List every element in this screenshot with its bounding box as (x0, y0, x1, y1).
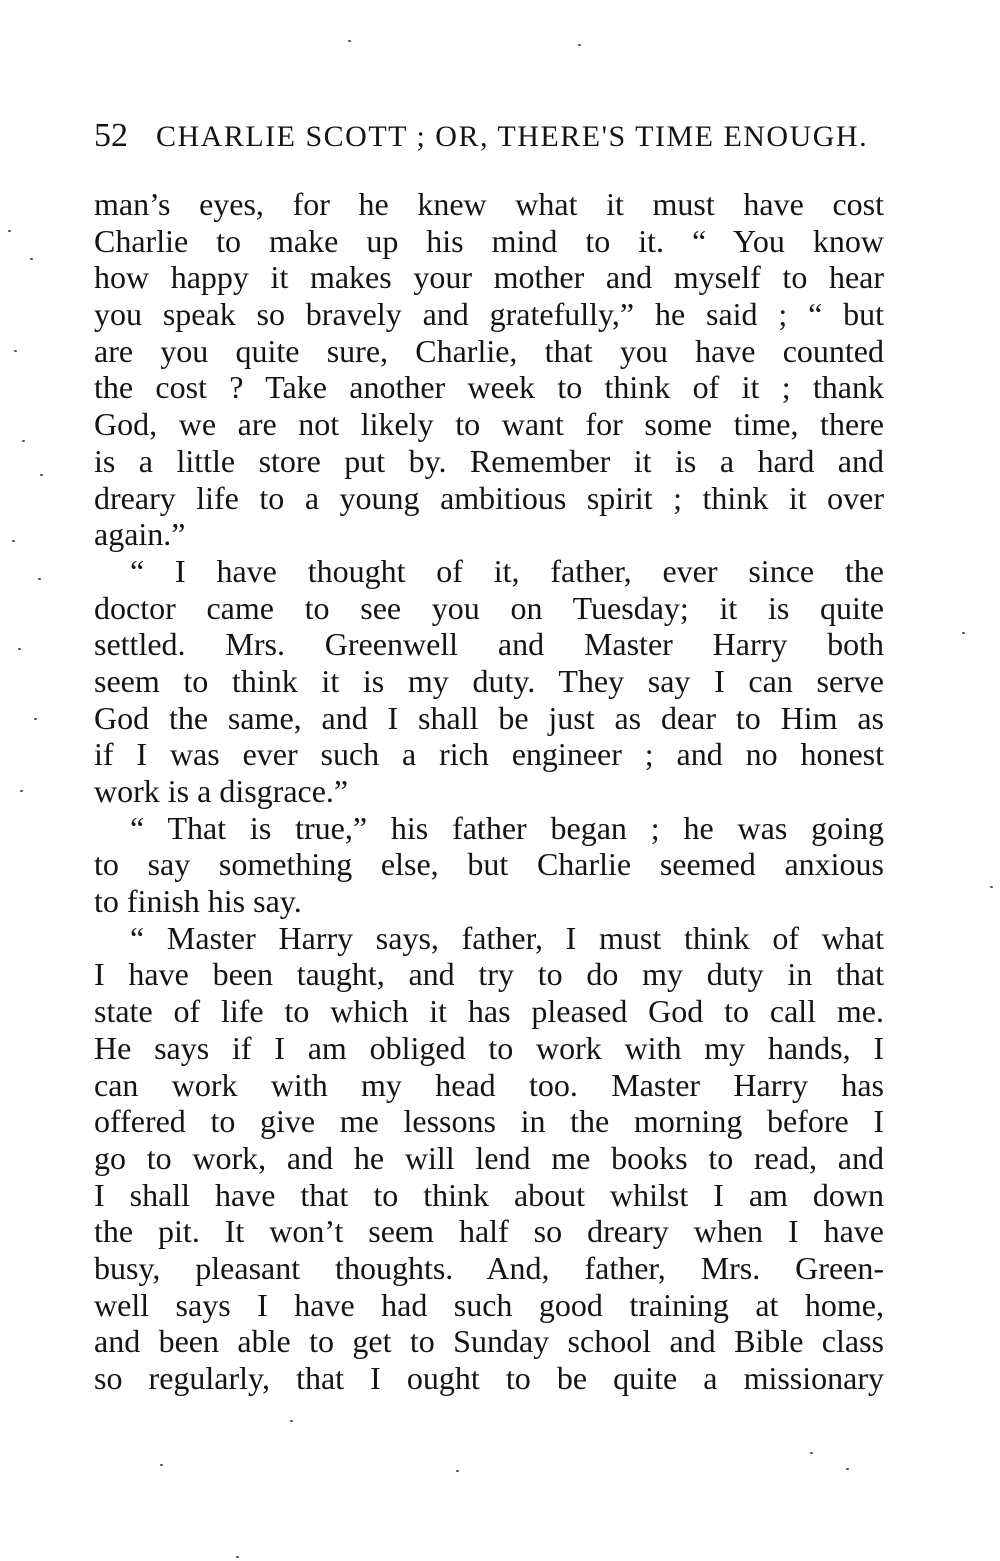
scan-speck (160, 1464, 163, 1466)
scan-speck (12, 540, 15, 542)
text-line: if I was ever such a rich engineer ; and no honest (94, 736, 884, 773)
text-line: “ Master Harry says, father, I must think of what (130, 919, 884, 956)
text-line: offered to give me lessons in the morning before I (94, 1103, 884, 1140)
text-line: and been able to get to Sunday school and Bible class (94, 1323, 884, 1360)
scan-speck (578, 44, 581, 46)
text-line: you speak so bravely and gratefully,” he said ; “ but (94, 296, 884, 333)
text-line: the cost ? Take another week to think of it ; thank (94, 369, 884, 406)
scan-speck (290, 1420, 293, 1422)
running-head (94, 114, 884, 158)
text-line: can work with my head too. Master Harry has (94, 1066, 884, 1103)
text-line: work is a disgrace.” (94, 773, 349, 809)
text-line: so regularly, that I ought to be quite a missionary (94, 1360, 884, 1396)
text-line: “ I have thought of it, father, ever since the (130, 552, 884, 589)
text-line: dreary life to a young ambitious spirit ; think it over (94, 479, 884, 516)
text-line: “ That is true,” his father began ; he was going (130, 809, 884, 846)
scan-speck (456, 1470, 459, 1472)
text-line: seem to think it is my duty. They say I can serve (94, 662, 884, 699)
text-line: are you quite sure, Charlie, that you have counted (94, 332, 884, 369)
running-title: CHARLIE SCOTT ; OR, THERE'S TIME ENOUGH. (156, 120, 869, 153)
text-line: how happy it makes your mother and myself to hear (94, 259, 884, 296)
text-line: busy, pleasant thoughts. And, father, Mrs. Green- (94, 1249, 884, 1286)
scan-speck (236, 1556, 239, 1558)
scan-speck (30, 258, 33, 260)
text-line: Charlie to make up his mind to it. “ You know (94, 222, 884, 259)
scan-speck (8, 230, 11, 232)
scan-speck (38, 578, 41, 580)
scan-speck (14, 350, 17, 352)
text-line: God the same, and I shall be just as dear to Him as (94, 699, 884, 736)
scan-speck (40, 474, 43, 476)
text-line: I shall have that to think about whilst I am down (94, 1176, 884, 1213)
text-line: I have been taught, and try to do my duty in that (94, 956, 884, 993)
text-line: man’s eyes, for he knew what it must have cost (94, 186, 884, 222)
scan-speck (20, 790, 23, 792)
text-line: He says if I am obliged to work with my hands, I (94, 1029, 884, 1066)
scan-speck (18, 648, 21, 650)
scan-speck (34, 718, 37, 720)
scan-speck (962, 632, 965, 634)
scan-speck (990, 886, 993, 888)
text-line: the pit. It won’t seem half so dreary when I have (94, 1213, 884, 1250)
text-line: state of life to which it has pleased God to call me. (94, 993, 884, 1030)
scan-speck (846, 1468, 849, 1470)
text-line: again.” (94, 516, 186, 553)
text-line: to finish his say. (94, 883, 302, 920)
text-line: well says I have had such good training at home, (94, 1286, 884, 1323)
text-line: is a little store put by. Remember it is a hard and (94, 442, 884, 479)
text-line: settled. Mrs. Greenwell and Master Harry both (94, 626, 884, 663)
text-line: doctor came to see you on Tuesday; it is quite (94, 589, 884, 626)
scan-speck (22, 440, 25, 442)
scan-speck (348, 40, 351, 42)
scan-speck (810, 1452, 813, 1454)
text-line: go to work, and he will lend me books to read, and (94, 1139, 884, 1176)
body-text (94, 186, 884, 1397)
text-line: to say something else, but Charlie seemed anxious (94, 846, 884, 883)
page-number: 52 (94, 117, 128, 154)
text-line: God, we are not likely to want for some time, there (94, 406, 884, 443)
